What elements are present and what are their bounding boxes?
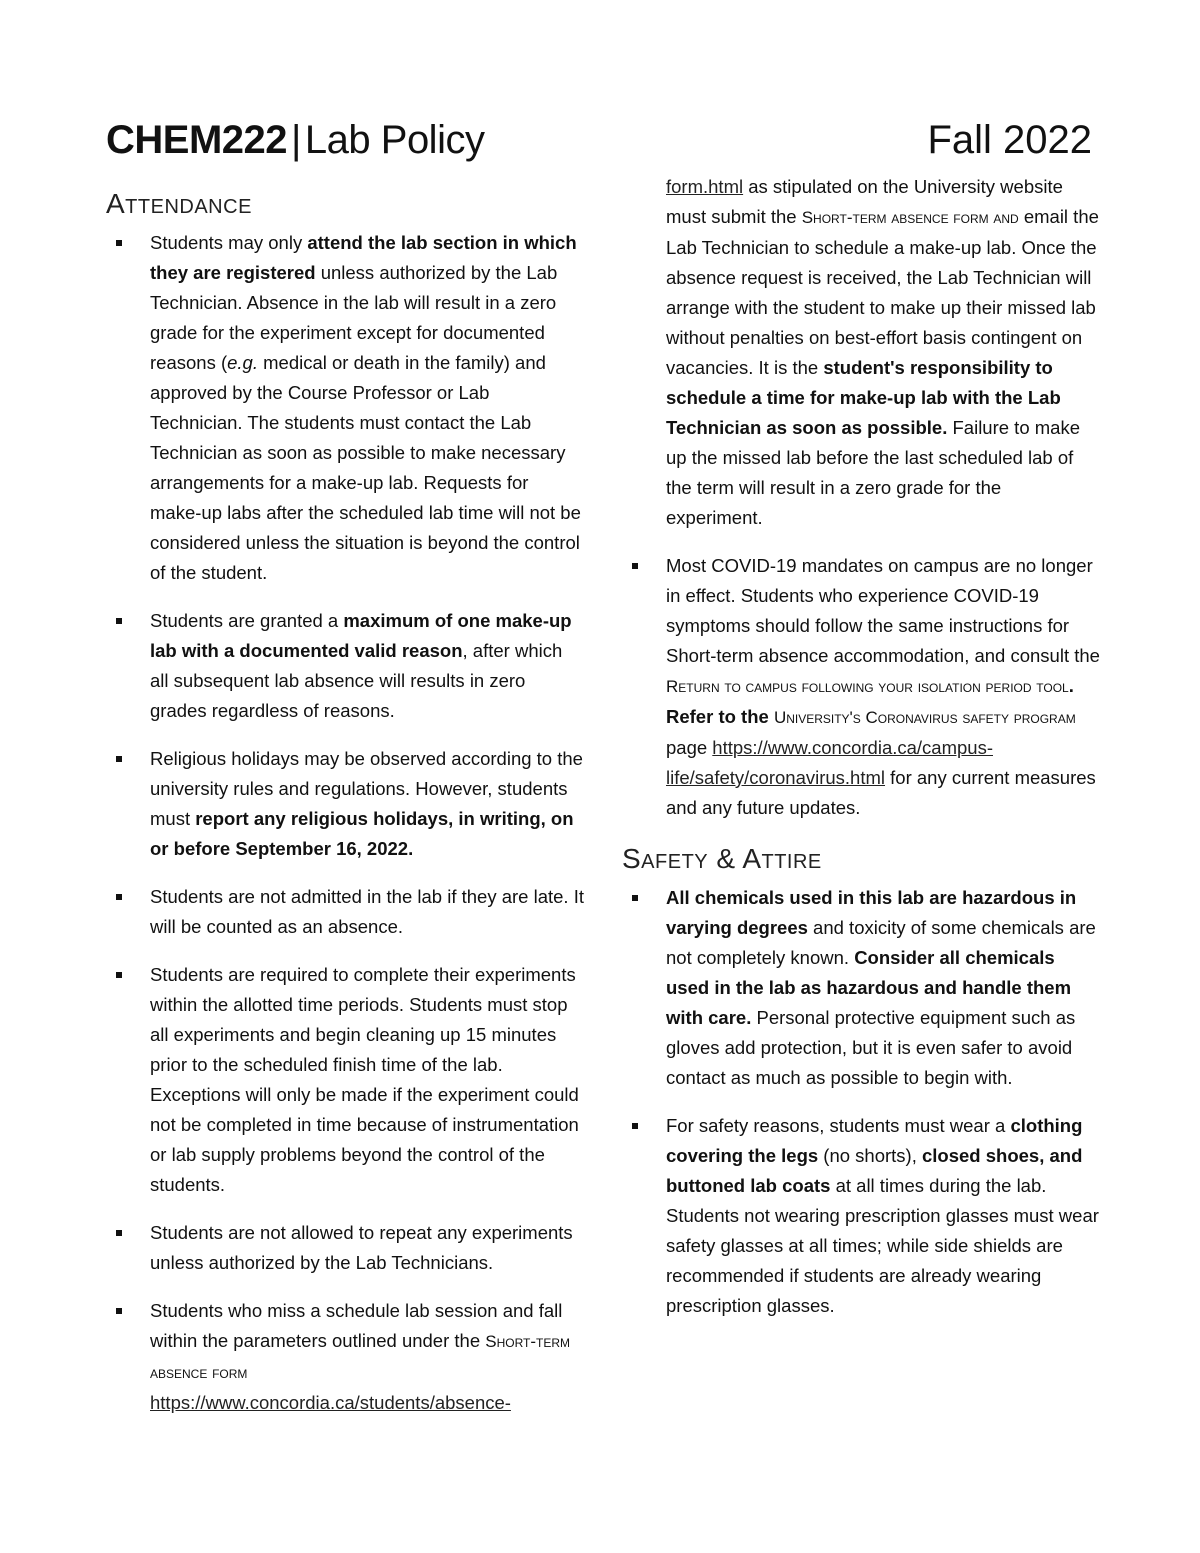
bullet-square-icon [116,1230,122,1236]
page-header [106,114,1092,170]
safety-list [622,883,1100,1321]
bullet-square-icon [116,1308,122,1314]
list-item: Students who miss a schedule lab session and fall within the parameters outlined under the Short-term absence form https://www.concordia.ca/students/absence- [106,1296,584,1418]
coronavirus-program: University's Coronavirus safety program [773,708,1076,727]
left-column [106,186,584,1436]
list-item: Students are not allowed to repeat any experiments unless authorized by the Lab Technicians. [106,1218,584,1278]
bullet-square-icon [116,972,122,978]
bullet-square-icon [116,894,122,900]
list-item: Most COVID-19 mandates on campus are no longer in effect. Students who experience COVID-19 symptoms should follow the same instructions for Short-term absence accommodation, and consult the Return to campus following your isolation period tool. Refer to the University's Coronavirus safety program page https://www.concordia.ca/campus-life/safety/coronavirus.html for any current measures and any future updates. [622,551,1100,823]
list-item: For safety reasons, students must wear a clothing covering the legs (no shorts), closed shoes, and buttoned lab coats at all times during the lab. Students not wearing prescription glasses must wear safety glasses at all times; while side shields are recommended if students are already wearing prescription glasses. [622,1111,1100,1321]
list-item: Students are required to complete their experiments within the allotted time periods. Students must stop all experiments and begin cleaning up 15 minutes prior to the scheduled finish time of the lab. Exceptions will only be made if the experiment could not be completed in time because of instrumentation or lab supply problems beyond the control of the students. [106,960,584,1200]
attendance-list-cont [622,551,1100,823]
right-column [622,172,1100,1339]
list-item: Students are granted a maximum of one make-up lab with a documented valid reason, after which all subsequent lab absence will results in zero grades regardless of reasons. [106,606,584,726]
bullet-square-icon [632,563,638,569]
bullet-square-icon [632,1123,638,1129]
bullet-square-icon [116,618,122,624]
coronavirus-link[interactable]: https://www.concordia.ca/campus-life/safety/coronavirus.html [666,737,993,788]
absence-form-link-cont[interactable]: form.html [666,176,744,197]
course-code: CHEM222 [106,118,288,162]
title-separator: | [291,118,301,162]
list-item: Religious holidays may be observed according to the university rules and regulations. However, students must report any religious holidays, in writing, on or before September 16, 2022. [106,744,584,864]
bullet-square-icon [632,895,638,901]
safety-heading: Safety & Attire [622,843,822,874]
bullet-square-icon [116,756,122,762]
return-to-campus-tool: Return to campus following your isolation period tool [666,677,1069,696]
absence-form-link[interactable]: https://www.concordia.ca/students/absence- [150,1392,511,1413]
attendance-heading: Attendance [106,188,252,219]
course-title [106,114,484,166]
list-item: Students are not admitted in the lab if they are late. It will be counted as an absence. [106,882,584,942]
list-item: All chemicals used in this lab are hazardous in varying degrees and toxicity of some chemicals are not completely known. Consider all chemicals used in the lab as hazardous and handle them with care. Personal protective equipment such as gloves add protection, but it is even safer to avoid contact as much as possible to begin with. [622,883,1100,1093]
doc-title: Lab Policy [304,118,485,162]
bullet-square-icon [116,240,122,246]
list-item-continuation: form.html as stipulated on the University website must submit the Short-term absence form and email the Lab Technician to schedule a make-up lab. Once the absence request is received, the Lab Technician will arrange with the student to make up their missed lab without penalties on best-effort basis contingent on vacancies. It is the student's responsibility to schedule a time for make-up lab with the Lab Technician as soon as possible. Failure to make up the missed lab before the last scheduled lab of the term will result in a zero grade for the experiment. [666,176,1099,528]
absence-form-name: Short-term absence form [150,1332,571,1382]
attendance-list [106,228,584,1418]
absence-form-name: Short-term absence form and [801,208,1019,227]
list-item: Students may only attend the lab section in which they are registered unless authorized by the Lab Technician. Absence in the lab will result in a zero grade for the experiment except for documented reasons (e.g. medical or death in the family) and approved by the Course Professor or Lab Technician. The students must contact the Lab Technician as soon as possible to make necessary arrangements for a make-up lab. Requests for make-up labs after the scheduled lab time will not be considered unless the situation is beyond the control of the student. [106,228,584,588]
term-label: Fall 2022 [927,118,1092,162]
